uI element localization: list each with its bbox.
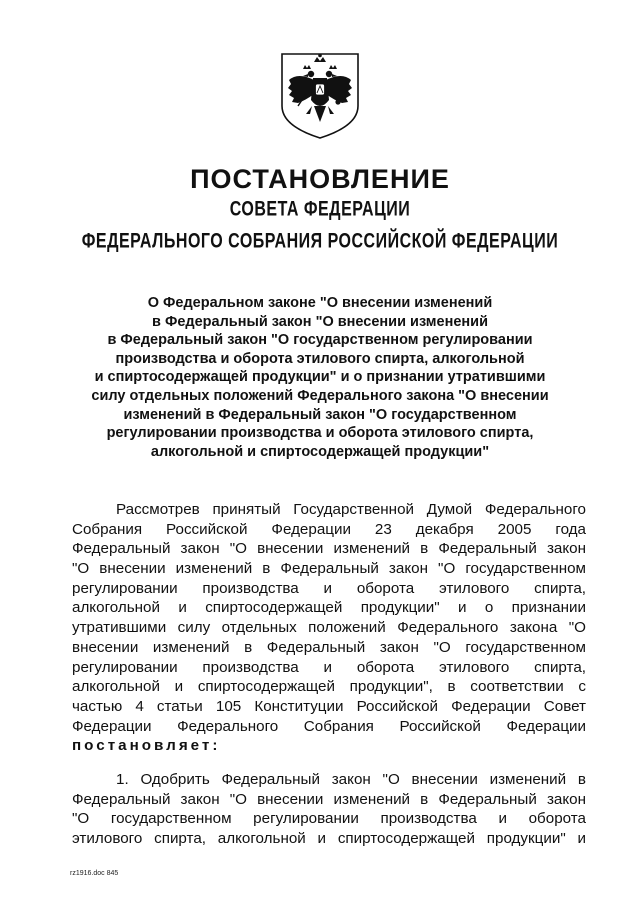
item-line: 1. Одобрить Федеральный закон "О внесении изменений в — [116, 771, 586, 788]
body-line: Федеральный закон "О внесении изменений в Федеральный закон — [72, 540, 586, 558]
subject-line: О Федеральном законе "О внесении изменений — [147, 295, 493, 311]
body-line: алкогольной и спиртосодержащей продукции", в соответствии с — [72, 678, 586, 696]
resolution-subject — [70, 294, 570, 461]
subject-line: силу отдельных положений Федерального закона "О внесении — [91, 387, 549, 404]
body-line: Федерации Федерального Собрания Российской Федерации — [72, 717, 586, 735]
subject-line: в Федеральный закон "О внесении изменений — [152, 313, 488, 330]
double-headed-eagle-emblem-icon — [276, 50, 364, 140]
body-line: внесении изменений в Федеральный закон "О государственном — [72, 638, 586, 656]
subject-line: изменений в Федеральный закон "О государственном — [123, 406, 517, 423]
body-line: "О внесении изменений в Федеральный закон "О государственном — [72, 560, 586, 578]
item-line: "О государственном регулировании производства и оборота — [72, 810, 586, 828]
body-line: регулировании производства и оборота этилового спирта, — [72, 658, 586, 676]
subject-line: алкогольной и спиртосодержащей продукции" — [150, 443, 490, 460]
body-line-resolves — [72, 736, 586, 756]
body-line: частью 4 статьи 105 Конституции Российской Федерации Совет — [72, 697, 586, 715]
document-subtitle-line-2: ФЕДЕРАЛЬНОГО СОБРАНИЯ РОССИЙСКОЙ ФЕДЕРАЦИИ — [81, 230, 559, 253]
body-line: утратившими силу отдельных положений Федерального закона "О — [72, 619, 586, 637]
item-line: Федеральный закон "О внесении изменений в Федеральный закон — [72, 790, 586, 808]
body-line: алкогольной и спиртосодержащей продукции" и о признании — [72, 599, 586, 617]
item-1-paragraph — [72, 770, 586, 849]
body-line: регулировании производства и оборота этилового спирта, — [72, 579, 586, 597]
resolves-word: постановляет: — [72, 737, 221, 755]
document-title: ПОСТАНОВЛЕНИЕ — [190, 164, 450, 194]
item-line: этилового спирта, алкогольной и спиртосодержащей продукции" и — [72, 830, 586, 848]
subject-line: регулировании производства и оборота этилового спирта, — [106, 425, 534, 442]
preamble-paragraph — [72, 500, 586, 756]
body-line: Собрания Российской Федерации 23 декабря 2005 года — [72, 520, 586, 538]
subject-line: производства и оборота этилового спирта, алкогольной — [115, 350, 525, 367]
document-subtitle-line-1: СОВЕТА ФЕДЕРАЦИИ — [229, 198, 411, 221]
subject-line: и спиртосодержащей продукции" и о признании утратившими — [94, 369, 546, 386]
body-line: Рассмотрев принятый Государственной Думой Федерального — [116, 501, 586, 518]
subject-line: в Федеральный закон "О государственном регулировании — [107, 332, 533, 349]
document-reference: rz1916.doc 845 — [70, 870, 119, 877]
